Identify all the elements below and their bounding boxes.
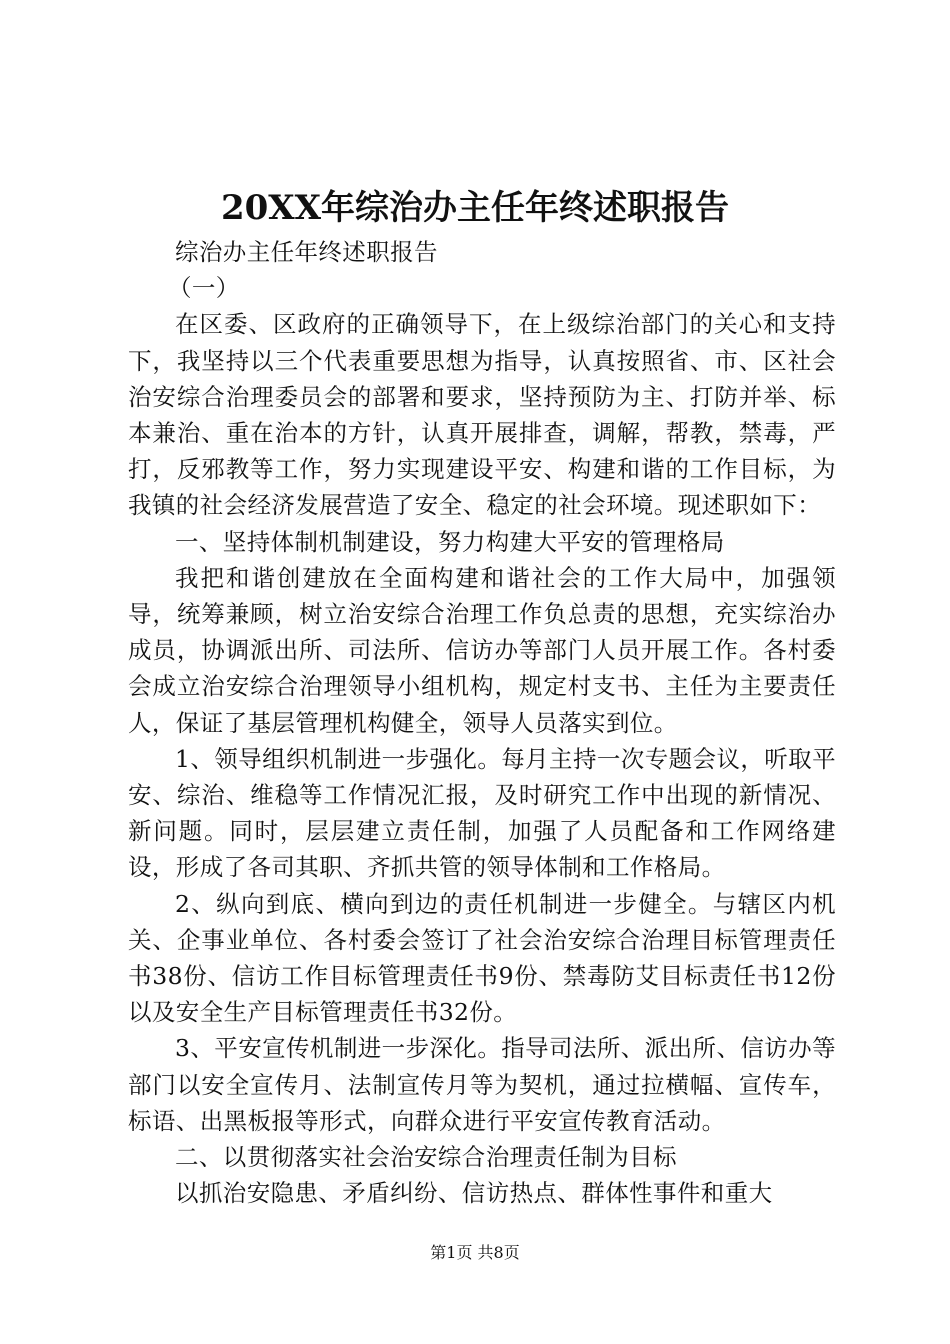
paragraph-item-1: 1、领导组织机制进一步强化。每月主持一次专题会议，听取平安、综治、维稳等工作情况汇报，及时研究工作中出现的新情况、新问题。同时，层层建立责任制，加强了人员配备和工作网络建设，形成了各司其职、齐抓共管的领导体制和工作格局。	[128, 744, 836, 882]
paragraph-item-3: 3、平安宣传机制进一步深化。指导司法所、派出所、信访办等部门以安全宣传月、法制宣传月等为契机，通过拉横幅、宣传车，标语、出黑板报等形式，向群众进行平安宣传教育活动。	[128, 1034, 836, 1135]
paragraph-section-1: 我把和谐创建放在全面构建和谐社会的工作大局中，加强领导，统筹兼顾，树立治安综合治理工作负总责的思想，充实综治办成员，协调派出所、司法所、信访办等部门人员开展工作。各村委会成立治安综合治理领导小组机构，规定村支书、主任为主要责任人，保证了基层管理机构健全，领导人员落实到位。	[128, 563, 836, 737]
section-heading-1: 一、坚持体制机制建设，努力构建大平安的管理格局	[175, 527, 725, 556]
document-body	[128, 234, 836, 1211]
page-footer: 第1页 共8页	[430, 1243, 520, 1262]
document-subtitle: 综治办主任年终述职报告	[175, 238, 438, 266]
document-title: 20XX年综治办主任年终述职报告	[220, 188, 730, 228]
section-heading-2: 二、以贯彻落实社会治安综合治理责任制为目标	[175, 1143, 677, 1172]
section-marker: （一）	[168, 274, 240, 303]
paragraph-item-2: 2、纵向到底、横向到边的责任机制进一步健全。与辖区内机关、企事业单位、各村委会签订了社会治安综合治理目标管理责任书38份、信访工作目标管理责任书9份、禁毒防艾目标责任书12份以及安全生产目标管理责任书32份。	[128, 889, 836, 1027]
paragraph-section-2: 以抓治安隐患、矛盾纠纷、信访热点、群体性事件和重大	[175, 1179, 773, 1208]
paragraph-intro: 在区委、区政府的正确领导下，在上级综治部门的关心和支持下，我坚持以三个代表重要思想为指导，认真按照省、市、区社会治安综合治理委员会的部署和要求，坚持预防为主、打防并举、标本兼治、重在治本的方针，认真开展排查，调解，帮教，禁毒，严打，反邪教等工作，努力实现建设平安、构建和谐的工作目标，为我镇的社会经济发展营造了安全、稳定的社会环境。现述职如下：	[128, 310, 836, 520]
